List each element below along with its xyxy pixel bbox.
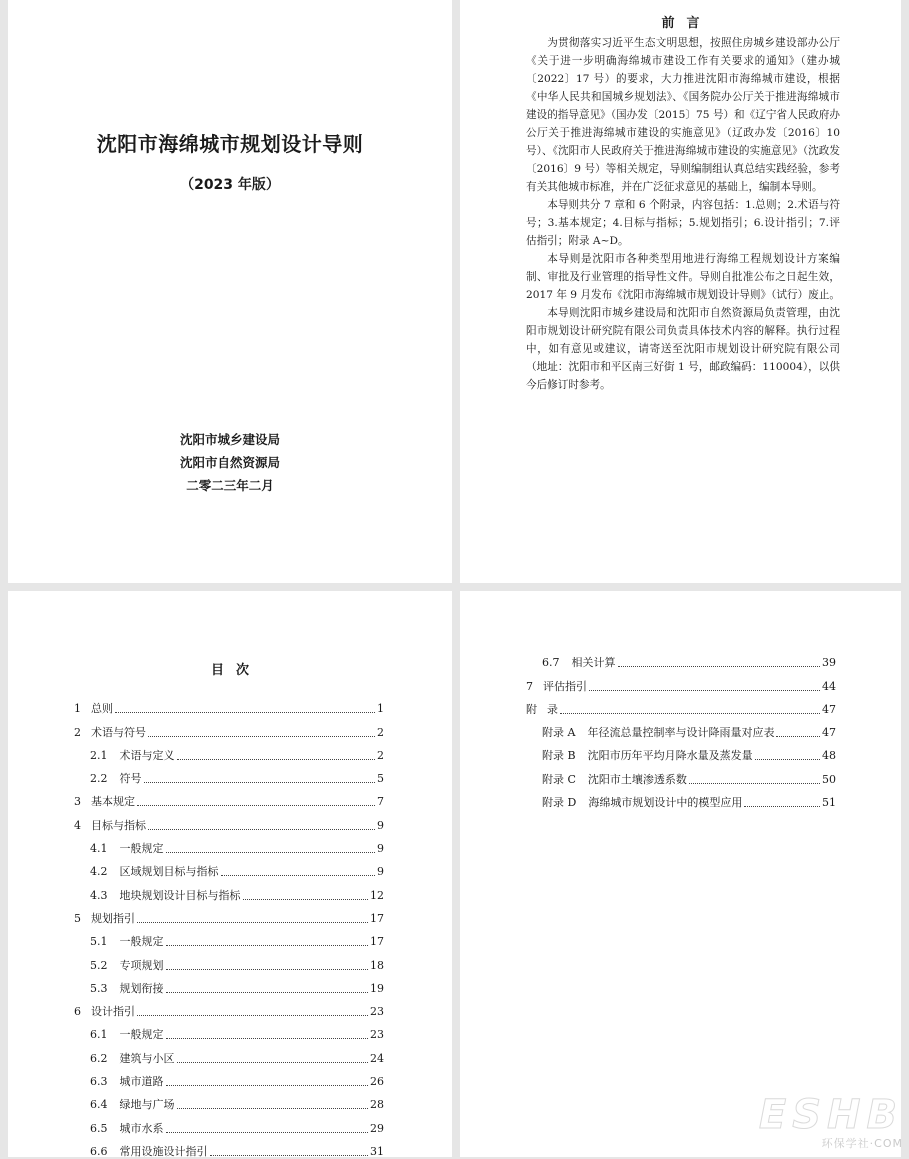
toc-entry-page: 19 (370, 981, 384, 995)
toc-entry-page: 26 (370, 1075, 384, 1089)
issuer-natural-resources-bureau: 沈阳市自然资源局 (179, 455, 280, 470)
toc-entry-page: 5 (377, 772, 384, 786)
toc-entry-page: 7 (377, 795, 384, 809)
toc-entry[interactable] (74, 949, 384, 972)
toc-entry-number: 3 (74, 795, 81, 809)
preface-paragraph: 本导则共分 7 章和 6 个附录，内容包括：1.总则；2.术语与符号；3.基本规定；4.目标与指标；5.规划指引；6.设计指引；7.评估指引；附录 A~D。 (526, 199, 840, 247)
toc-entry[interactable] (74, 973, 384, 996)
toc-entry-number: 4.3 (90, 888, 108, 902)
toc-entry-page: 29 (370, 1121, 384, 1135)
preface-title: 前言 (661, 16, 712, 31)
preface-paragraph: 本导则是沈阳市各种类型用地进行海绵工程规划设计方案编制、审批及行业管理的指导性文件。导则自批准公布之日起生效，2017 年 9 月发布《沈阳市海绵城市规划设计导则》（试行）废止。 (526, 253, 840, 301)
toc-entry-number: 6.6 (90, 1144, 108, 1158)
toc-entry-page: 28 (370, 1098, 384, 1112)
toc-entry-label: 一般规定 (119, 935, 164, 949)
toc-entry-page: 51 (822, 796, 836, 810)
toc-leader-dots (144, 782, 376, 783)
toc-leader-dots (148, 736, 375, 737)
toc-entry[interactable] (74, 693, 384, 716)
toc-leader-dots (137, 922, 368, 923)
toc-entry-label: 建筑与小区 (119, 1051, 175, 1065)
toc-entry-label: 目标与指标 (91, 818, 146, 832)
toc-leader-dots (166, 1038, 369, 1039)
toc-entry-number: 2.1 (90, 748, 108, 762)
toc-entry-page: 31 (370, 1144, 384, 1158)
toc-entry-page: 44 (822, 679, 836, 693)
toc-entry[interactable] (74, 1019, 384, 1042)
toc-entry-label: 地块规划设计目标与指标 (119, 888, 241, 902)
toc-entry-page: 50 (822, 772, 836, 786)
toc-entry-number: 5 (74, 911, 81, 925)
site-watermark (733, 1092, 903, 1153)
toc-entry-page: 1 (377, 702, 384, 716)
toc-list-left (74, 693, 384, 1159)
toc-entry[interactable] (74, 833, 384, 856)
toc-entry-label: 术语与定义 (119, 748, 175, 762)
toc-leader-dots (166, 945, 369, 946)
toc-entry[interactable] (74, 1136, 384, 1159)
toc-entry[interactable] (74, 879, 384, 902)
toc-entry[interactable] (526, 740, 836, 763)
toc-entry[interactable] (526, 787, 836, 810)
toc-entry-label: 符号 (119, 772, 142, 786)
toc-entry-page: 23 (370, 1005, 384, 1019)
toc-leader-dots (166, 992, 369, 993)
toc-entry-page: 39 (822, 656, 836, 670)
toc-entry-label: 一般规定 (119, 842, 164, 856)
toc-entry-number: 7 (526, 679, 533, 693)
preface-paragraph: 为贯彻落实习近平生态文明思想，按照住房城乡建设部办公厅《关于进一步明确海绵城市建设工作有关要求的通知》（建办城〔2022〕17 号）的要求，大力推进沈阳市海绵城市建设，根据《中华人民共和国城乡规划法》、《国务院办公厅关于推进海绵城市建设的指导意见》（国办发〔2015〕75 号）和《辽宁省人民政府办公厅关于推进海绵城市建设的实施意见》（辽政办发〔2016〕10 号）、《沈阳市人民政府关于推进海绵城市建设的实施意见》（沈政发〔2016〕9 号）等相关规定，导则编制组认真总结实践经验，参考有关其他城市标准，并在广泛征求意见的基础上，编制本导则。 (526, 37, 840, 193)
toc-entry-label: 沈阳市土壤渗透系数 (587, 772, 687, 786)
toc-entry-number: 4.2 (90, 865, 108, 879)
preface-page (460, 0, 901, 583)
toc-entry-number: 附录 C (542, 772, 576, 786)
toc-entry-page: 12 (370, 888, 384, 902)
toc-entry-page: 47 (822, 702, 836, 716)
issuer-construction-bureau: 沈阳市城乡建设局 (179, 432, 280, 447)
toc-entry[interactable] (526, 670, 836, 693)
toc-entry-number: 2.2 (90, 772, 108, 786)
toc-leader-dots (137, 805, 375, 806)
toc-list-right (526, 647, 836, 810)
toc-leader-dots (137, 1015, 368, 1016)
toc-entry[interactable] (74, 1066, 384, 1089)
toc-entry-label: 城市道路 (119, 1075, 164, 1089)
toc-entry[interactable] (74, 1042, 384, 1065)
toc-entry-number: 4.1 (90, 842, 108, 856)
toc-leader-dots (243, 899, 369, 900)
toc-entry-label: 海绵城市规划设计中的模型应用 (588, 796, 743, 810)
toc-leader-dots (744, 806, 820, 807)
toc-leader-dots (177, 1108, 369, 1109)
toc-entry-label: 沈阳市历年平均月降水量及蒸发量 (587, 749, 753, 763)
toc-leader-dots (689, 783, 820, 784)
toc-entry[interactable] (526, 763, 836, 786)
toc-leader-dots (177, 1062, 369, 1063)
toc-entry-page: 17 (370, 911, 384, 925)
toc-leader-dots (115, 712, 375, 713)
toc-entry-number: 5.2 (90, 958, 108, 972)
toc-entry-page: 23 (370, 1028, 384, 1042)
toc-entry-number: 6.4 (90, 1098, 108, 1112)
toc-entry-label: 相关计算 (571, 656, 616, 670)
toc-entry-number: 2 (74, 725, 81, 739)
toc-entry-label: 区域规划目标与指标 (119, 865, 219, 879)
toc-page-1 (8, 591, 452, 1157)
cover-page (8, 0, 452, 583)
toc-entry-page: 2 (377, 748, 384, 762)
toc-entry[interactable] (526, 647, 836, 670)
toc-leader-dots (589, 690, 820, 691)
toc-entry[interactable] (74, 809, 384, 832)
watermark-caption: 环保学社·COM (821, 1137, 903, 1150)
publication-date: 二零二三年二月 (186, 478, 274, 493)
toc-entry[interactable] (74, 716, 384, 739)
toc-leader-dots (618, 666, 821, 667)
toc-entry[interactable] (74, 856, 384, 879)
toc-entry-number: 6.5 (90, 1121, 108, 1135)
toc-entry-page: 9 (377, 865, 384, 879)
toc-entry[interactable] (74, 996, 384, 1019)
toc-entry-label: 年径流总量控制率与设计降雨量对应表 (587, 726, 775, 740)
toc-entry-label: 一般规定 (119, 1028, 164, 1042)
toc-leader-dots (776, 736, 820, 737)
toc-entry-label: 规划衔接 (119, 981, 164, 995)
toc-leader-dots (166, 1085, 369, 1086)
toc-entry-label: 规划指引 (91, 911, 135, 925)
toc-entry-page: 2 (377, 725, 384, 739)
toc-entry-label: 术语与符号 (91, 725, 146, 739)
toc-entry-number: 附 (526, 702, 537, 716)
toc-entry-page: 9 (377, 842, 384, 856)
toc-entry-number: 4 (74, 818, 81, 832)
toc-entry-label: 总则 (91, 702, 113, 716)
toc-entry-page: 18 (370, 958, 384, 972)
toc-leader-dots (177, 759, 376, 760)
toc-leader-dots (166, 969, 369, 970)
toc-entry-number: 6 (74, 1005, 81, 1019)
toc-entry-label: 常用设施设计指引 (119, 1144, 208, 1158)
preface-paragraph: 本导则沈阳市城乡建设局和沈阳市自然资源局负责管理，由沈阳市规划设计研究院有限公司负责具体技术内容的解释。执行过程中，如有意见或建议，请寄送至沈阳市规划设计研究院有限公司（地址：沈阳市和平区南三好街 1 号，邮政编码：110004），以供今后修订时参考。 (526, 307, 840, 391)
toc-entry-label: 专项规划 (119, 958, 164, 972)
toc-entry-page: 9 (377, 818, 384, 832)
toc-entry[interactable] (74, 1089, 384, 1112)
document-title: 沈阳市海绵城市规划设计导则 (96, 132, 364, 156)
toc-entry-label: 城市水系 (119, 1121, 164, 1135)
preface-body (526, 34, 840, 394)
toc-page-2 (460, 591, 901, 1157)
toc-leader-dots (221, 875, 376, 876)
toc-leader-dots (166, 852, 376, 853)
toc-entry-number: 5.1 (90, 935, 108, 949)
toc-leader-dots (210, 1155, 369, 1156)
toc-entry[interactable] (74, 926, 384, 949)
toc-entry-label: 评估指引 (543, 679, 587, 693)
toc-entry-number: 附录 A (542, 726, 576, 740)
toc-entry[interactable] (74, 903, 384, 926)
toc-entry[interactable] (526, 717, 836, 740)
toc-entry[interactable] (74, 763, 384, 786)
toc-entry-page: 24 (370, 1051, 384, 1065)
toc-leader-dots (560, 713, 820, 714)
toc-entry-label: 绿地与广场 (119, 1098, 175, 1112)
toc-entry-number: 6.3 (90, 1075, 108, 1089)
toc-entry-number: 6.1 (90, 1028, 108, 1042)
toc-entry-page: 48 (822, 749, 836, 763)
toc-entry-label: 基本规定 (91, 795, 135, 809)
toc-entry[interactable] (74, 740, 384, 763)
toc-entry-page: 47 (822, 726, 836, 740)
toc-entry-number: 6.7 (542, 656, 560, 670)
toc-leader-dots (755, 759, 820, 760)
toc-entry-page: 17 (370, 935, 384, 949)
toc-entry[interactable] (526, 694, 836, 717)
toc-entry-label: 设计指引 (91, 1005, 135, 1019)
watermark-logo-text: ESHB (758, 1092, 903, 1138)
toc-entry-number: 附录 B (542, 749, 576, 763)
toc-entry-label: 录 (547, 702, 558, 716)
edition-label: （2023 年版） (180, 177, 280, 193)
toc-entry[interactable] (74, 1112, 384, 1135)
toc-entry-number: 附录 D (542, 796, 577, 810)
toc-entry[interactable] (74, 786, 384, 809)
toc-leader-dots (166, 1132, 369, 1133)
toc-title: 目次 (210, 663, 261, 678)
toc-entry-number: 6.2 (90, 1051, 108, 1065)
toc-entry-number: 5.3 (90, 981, 108, 995)
toc-entry-number: 1 (74, 702, 81, 716)
toc-leader-dots (148, 829, 375, 830)
